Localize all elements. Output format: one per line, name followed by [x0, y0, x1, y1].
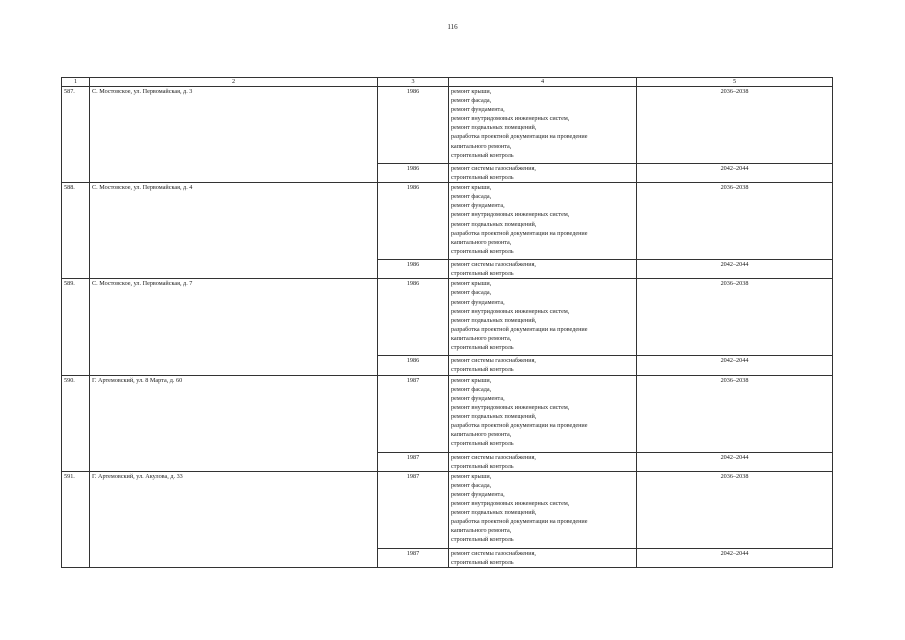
work-item: ремонт фасада, [451, 385, 492, 393]
work-item: строительный контроль [451, 366, 514, 374]
work-item: капитального ремонта, [451, 238, 512, 246]
work-item: капитального ремонта, [451, 527, 512, 535]
work-item: ремонт фундамента, [451, 298, 505, 306]
building-address: Г. Артемовский, ул. Акулова, д. 33 [90, 471, 378, 567]
column-header-1: 1 [62, 78, 90, 87]
work-item: ремонт фундамента, [451, 394, 505, 402]
work-item: капитального ремонта, [451, 142, 512, 150]
work-item: строительный контроль [451, 247, 514, 255]
repair-works-list [449, 375, 637, 452]
gas-works-list [449, 548, 637, 567]
repair-period: 2036–2038 [637, 183, 833, 260]
work-item: строительный контроль [451, 270, 514, 278]
gas-works-list [449, 260, 637, 279]
repair-period: 2036–2038 [637, 375, 833, 452]
column-header-5: 5 [637, 78, 833, 87]
column-header-3: 3 [378, 78, 449, 87]
building-address: С. Мостовское, ул. Первомайская, д. 7 [90, 279, 378, 375]
work-item: ремонт фасада, [451, 481, 492, 489]
build-year: 1986 [378, 279, 449, 356]
work-item: ремонт крыши, [451, 280, 492, 288]
build-year: 1986 [378, 87, 449, 164]
table-row [62, 471, 833, 548]
work-item: строительный контроль [451, 174, 514, 182]
table-row [62, 279, 833, 356]
work-item: ремонт системы газоснабжения, [451, 165, 536, 172]
table-row [62, 87, 833, 164]
work-item: ремонт внутридомовых инженерных систем, [451, 307, 570, 315]
work-item: ремонт крыши, [451, 88, 492, 95]
work-item: строительный контроль [451, 558, 514, 566]
work-item: ремонт внутридомовых инженерных систем, [451, 500, 570, 508]
work-item: строительный контроль [451, 151, 514, 159]
work-item: ремонт подвальных помещений, [451, 412, 537, 420]
work-item: ремонт фундамента, [451, 490, 505, 498]
repair-works-list [449, 183, 637, 260]
build-year: 1986 [378, 183, 449, 260]
repair-period: 2042–2044 [637, 452, 833, 471]
building-address: Г. Артемовский, ул. 8 Марта, д. 60 [90, 375, 378, 471]
work-item: ремонт подвальных помещений, [451, 316, 537, 324]
work-item: строительный контроль [451, 536, 514, 544]
work-item: капитального ремонта, [451, 334, 512, 342]
work-item: ремонт подвальных помещений, [451, 509, 537, 517]
repair-period: 2042–2044 [637, 260, 833, 279]
work-item: ремонт фундамента, [451, 106, 505, 114]
work-item: ремонт крыши, [451, 472, 492, 480]
build-year: 1986 [378, 260, 449, 279]
build-year: 1987 [378, 548, 449, 567]
table-header-row [62, 78, 833, 87]
work-item: ремонт внутридомовых инженерных систем, [451, 211, 570, 219]
work-item: ремонт крыши, [451, 376, 492, 384]
work-item: разработка проектной документации на проведение [451, 518, 588, 526]
table-row [62, 375, 833, 452]
repair-period: 2036–2038 [637, 471, 833, 548]
work-item: строительный контроль [451, 440, 514, 448]
repair-period: 2042–2044 [637, 164, 833, 183]
row-number: 591. [62, 471, 90, 567]
work-item: ремонт фасада, [451, 289, 492, 297]
capital-repair-table [61, 77, 833, 568]
work-item: ремонт системы газоснабжения, [451, 261, 536, 269]
work-item: строительный контроль [451, 344, 514, 352]
repair-period: 2036–2038 [637, 87, 833, 164]
building-address: С. Мостовское, ул. Первомайская, д. 4 [90, 183, 378, 279]
work-item: ремонт фасада, [451, 97, 492, 105]
page-number: 116 [447, 23, 458, 31]
work-item: разработка проектной документации на проведение [451, 229, 588, 237]
repair-period: 2042–2044 [637, 548, 833, 567]
build-year: 1986 [378, 164, 449, 183]
work-item: разработка проектной документации на проведение [451, 133, 588, 141]
gas-works-list [449, 356, 637, 375]
work-item: капитального ремонта, [451, 431, 512, 439]
build-year: 1986 [378, 356, 449, 375]
work-item: ремонт внутридомовых инженерных систем, [451, 403, 570, 411]
table-row [62, 183, 833, 260]
repair-period: 2042–2044 [637, 356, 833, 375]
work-item: ремонт системы газоснабжения, [451, 549, 536, 557]
repair-period: 2036–2038 [637, 279, 833, 356]
build-year: 1987 [378, 452, 449, 471]
work-item: разработка проектной документации на проведение [451, 325, 588, 333]
work-item: ремонт внутридомовых инженерных систем, [451, 115, 570, 123]
column-header-2: 2 [90, 78, 378, 87]
repair-works-list [449, 87, 637, 164]
build-year: 1987 [378, 471, 449, 548]
row-number: 587. [62, 87, 90, 183]
work-item: ремонт системы газоснабжения, [451, 357, 536, 365]
table-body [62, 78, 833, 568]
work-item: ремонт системы газоснабжения, [451, 453, 536, 461]
building-address: С. Мостовское, ул. Первомайская, д. 3 [90, 87, 378, 183]
work-item: разработка проектной документации на проведение [451, 422, 588, 430]
gas-works-list [449, 164, 637, 183]
work-item: строительный контроль [451, 462, 514, 470]
work-item: ремонт подвальных помещений, [451, 220, 537, 228]
work-item: ремонт фасада, [451, 193, 492, 201]
work-item: ремонт подвальных помещений, [451, 124, 537, 132]
row-number: 588. [62, 183, 90, 279]
row-number: 590. [62, 375, 90, 471]
build-year: 1987 [378, 375, 449, 452]
row-number: 589. [62, 279, 90, 375]
repair-works-list [449, 471, 637, 548]
work-item: ремонт фундамента, [451, 202, 505, 210]
gas-works-list [449, 452, 637, 471]
work-item: ремонт крыши, [451, 184, 492, 192]
column-header-4: 4 [449, 78, 637, 87]
repair-works-list [449, 279, 637, 356]
